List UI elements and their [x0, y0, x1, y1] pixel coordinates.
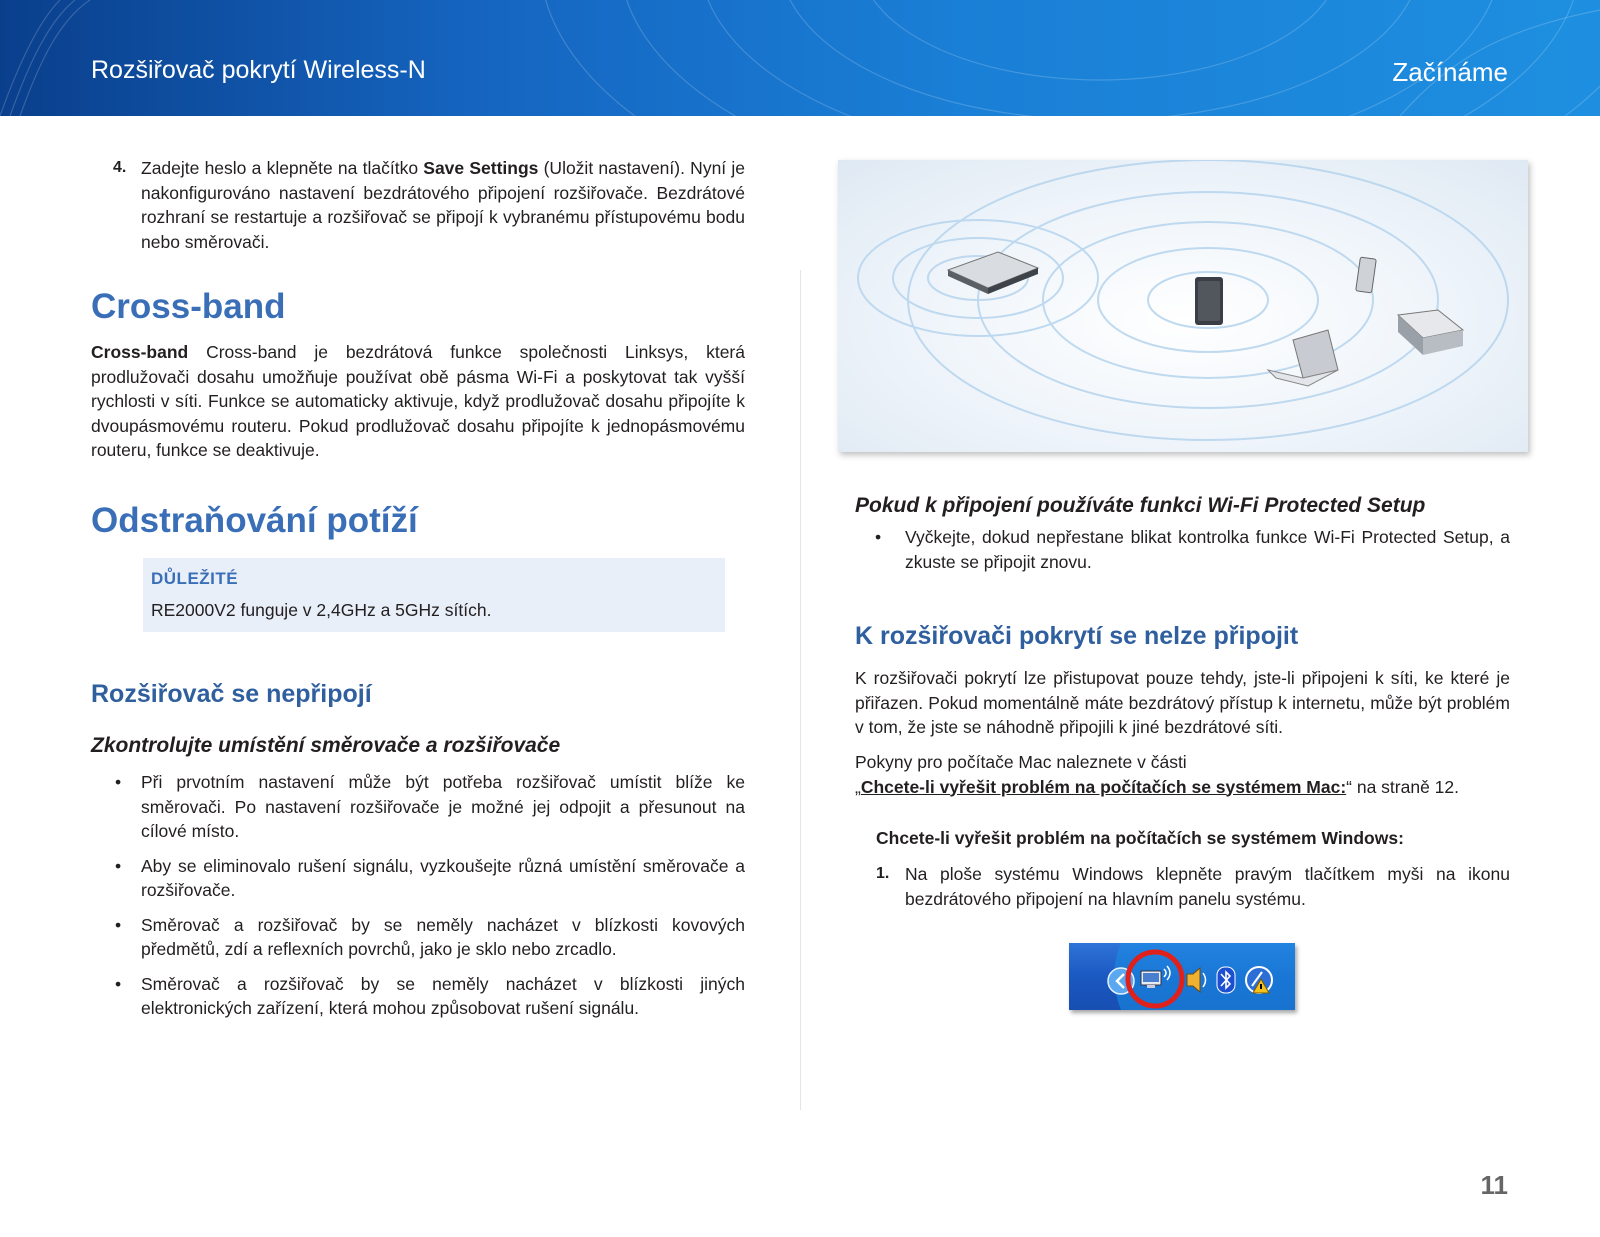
- range-extender-icon: [1195, 277, 1223, 325]
- column-divider: [800, 270, 801, 1110]
- network-illustration: [838, 160, 1528, 452]
- note-text: RE2000V2 funguje v 2,4GHz a 5GHz sítích.: [151, 600, 492, 620]
- system-tray-screenshot: [1069, 943, 1295, 1010]
- mac-line: Pokyny pro počítače Mac naleznete v části: [855, 752, 1187, 772]
- section-title: Začínáme: [1392, 57, 1508, 87]
- wps-heading: Pokud k připojení používáte funkci Wi-Fi Protected Setup: [855, 494, 1426, 517]
- wps-bullet-list: [873, 525, 1510, 574]
- windows-step-1: [876, 862, 1510, 911]
- step-number: 1.: [876, 865, 890, 882]
- list-item: • Směrovač a rozšiřovač by se neměly nacházet v blízkosti jiných elektronických zařízení, která mohou způsobovat rušení signálu.: [113, 972, 745, 1021]
- page-number: 11: [1480, 1170, 1508, 1200]
- step-text: Na ploše systému Windows klepněte pravým tlačítkem myši na ikonu bezdrátového připojení na hlavním panelu systému.: [905, 864, 1510, 909]
- windows-heading: Chcete-li vyřešit problém na počítačích se systémem Windows:: [876, 828, 1404, 848]
- crossband-paragraph: [91, 340, 745, 463]
- crossband-text: Cross-band je bezdrátová funkce společnosti Linksys, která prodlužovači dosahu umožňuje používat obě pásma Wi-Fi a poskytovat tak vyšší rychlosti v síti. Funkce se automaticky aktivuje, když prodlužovač dosahu připojíte k dvoupásmovému routeru. Pokud prodlužovač dosahu připojíte k jednopásmovému routeru, funkce se deaktivuje.: [91, 342, 745, 460]
- bluetooth-icon: [1217, 967, 1235, 993]
- step-text-after: (Uložit nastavení). Nyní je nakonfigurováno nastavení bezdrátového připojení rozšiřovače. Bezdrátové rozhraní se restartuje a rozšiřovač se připojí k vybranému přístupovému bodu nebo směrovači.: [141, 158, 745, 252]
- step-text-bold: Save Settings: [423, 158, 539, 178]
- list-item: • Aby se eliminovalo rušení signálu, vyzkoušejte různá umístění směrovače a rozšiřovače.: [113, 854, 745, 903]
- list-item: • Směrovač a rozšiřovač by se neměly nacházet v blízkosti kovových předmětů, zdí a reflexních povrchů, jako je sklo nebo zrcadlo.: [113, 913, 745, 962]
- printer-icon: [1398, 310, 1463, 355]
- crossband-bold: Cross-band: [91, 342, 189, 362]
- step-4: [113, 156, 745, 254]
- mac-suffix: “ na straně 12.: [1346, 776, 1460, 797]
- header-banner: [0, 0, 1600, 116]
- mac-link-line: [855, 775, 1510, 800]
- crossband-heading: Cross-band: [91, 287, 286, 326]
- laptop-icon: [1268, 330, 1338, 386]
- placement-bullet-list: [113, 770, 745, 1031]
- check-placement-heading: Zkontrolujte umístění směrovače a rozšiřovače: [91, 734, 561, 757]
- troubleshooting-heading: Odstraňování potíží: [91, 501, 418, 540]
- note-title: DŮLEŽITÉ: [151, 569, 239, 588]
- security-alert-icon: [1246, 967, 1272, 993]
- step-text: [141, 156, 745, 254]
- cannot-connect-heading: K rozšiřovači pokrytí se nelze připojit: [855, 622, 1299, 650]
- step-text-before: Zadejte heslo a klepněte na tlačítko: [141, 158, 424, 178]
- important-note: [143, 558, 725, 632]
- step-number: 4.: [113, 159, 127, 176]
- mac-reference: [855, 750, 1510, 799]
- extender-not-connecting-heading: Rozšiřovač se nepřipojí: [91, 680, 372, 708]
- mac-link[interactable]: Chcete-li vyřešit problém na počítačích se systémem Mac:: [860, 776, 1347, 797]
- phone-icon: [1356, 257, 1377, 293]
- quote-open: „: [855, 776, 861, 797]
- list-item: • Vyčkejte, dokud nepřestane blikat kontrolka funkce Wi-Fi Protected Setup, a zkuste se připojit znovu.: [873, 525, 1510, 574]
- cannot-connect-paragraph: K rozšiřovači pokrytí lze přistupovat pouze tehdy, jste-li připojeni k síti, ke které je přiřazen. Pokud momentálně máte bezdrátový přístup k internetu, může být problém v tom, že jste se náhodně připojili k jiné bezdrátové síti.: [855, 668, 1510, 737]
- document-title: Rozšiřovač pokrytí Wireless-N: [91, 56, 426, 84]
- list-item: • Při prvotním nastavení může být potřeba rozšiřovač umístit blíže ke směrovači. Po nastavení rozšiřovače je možné jej odpojit a přesunout na cílové místo.: [113, 770, 745, 844]
